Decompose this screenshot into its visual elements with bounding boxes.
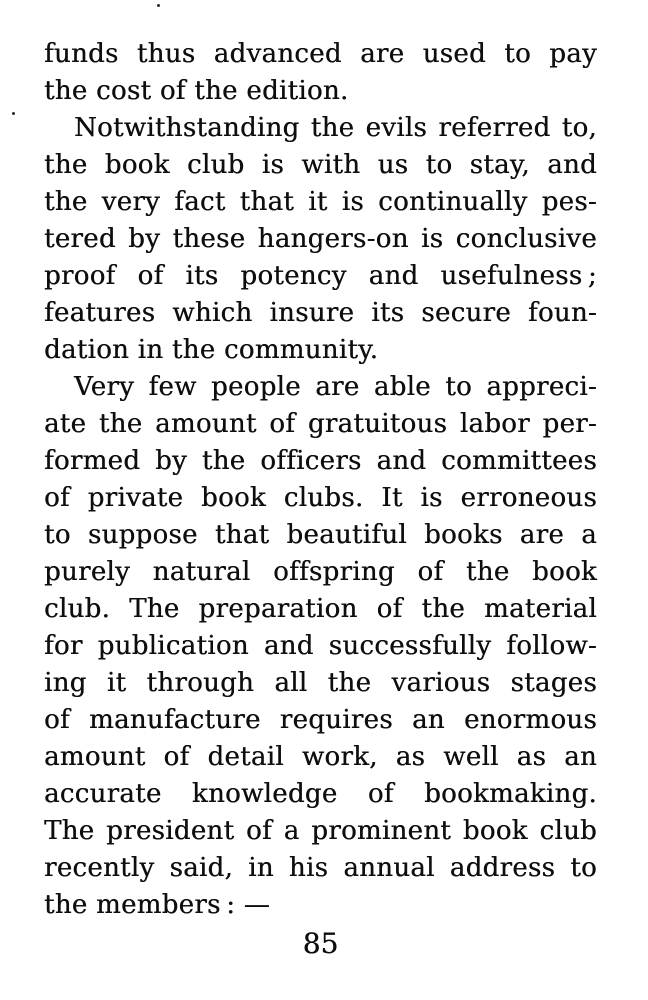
text-line: club. The preparation of the material: [44, 594, 597, 624]
page-text-block: [44, 36, 597, 924]
text-line: formed by the officers and committees: [44, 446, 597, 476]
text-line: to suppose that beautiful books are a: [44, 520, 597, 550]
text-line: for publication and successfully follow-: [44, 631, 597, 661]
text-line: the very fact that it is continually pes-: [44, 187, 597, 217]
text-line: tered by these hangers-on is conclusive: [44, 224, 597, 254]
text-line: dation in the community.: [44, 335, 379, 365]
text-line: the members : —: [44, 890, 271, 920]
text-line: Very few people are able to appreci-: [74, 372, 597, 402]
text-line: ate the amount of gratuitous labor per-: [44, 409, 597, 439]
text-line: accurate knowledge of bookmaking.: [44, 779, 597, 809]
text-line: amount of detail work, as well as an: [44, 742, 597, 772]
text-line: funds thus advanced are used to pay: [44, 39, 597, 69]
text-line: of private book clubs. It is erroneous: [44, 483, 597, 513]
page-number: 85: [302, 927, 339, 960]
text-line: Notwithstanding the evils referred to,: [74, 113, 597, 143]
scan-speck: [12, 112, 15, 115]
text-line: ing it through all the various stages: [44, 668, 597, 698]
scan-speck: [157, 4, 160, 7]
text-line: The president of a prominent book club: [44, 816, 597, 846]
text-line: the cost of the edition.: [44, 76, 349, 106]
text-line: recently said, in his annual address to: [44, 853, 597, 883]
text-line: of manufacture requires an enormous: [44, 705, 597, 735]
text-line: purely natural offspring of the book: [44, 557, 597, 587]
text-line: features which insure its secure foun-: [44, 298, 597, 328]
text-line: proof of its potency and usefulness ;: [44, 261, 597, 291]
text-line: the book club is with us to stay, and: [44, 150, 597, 180]
